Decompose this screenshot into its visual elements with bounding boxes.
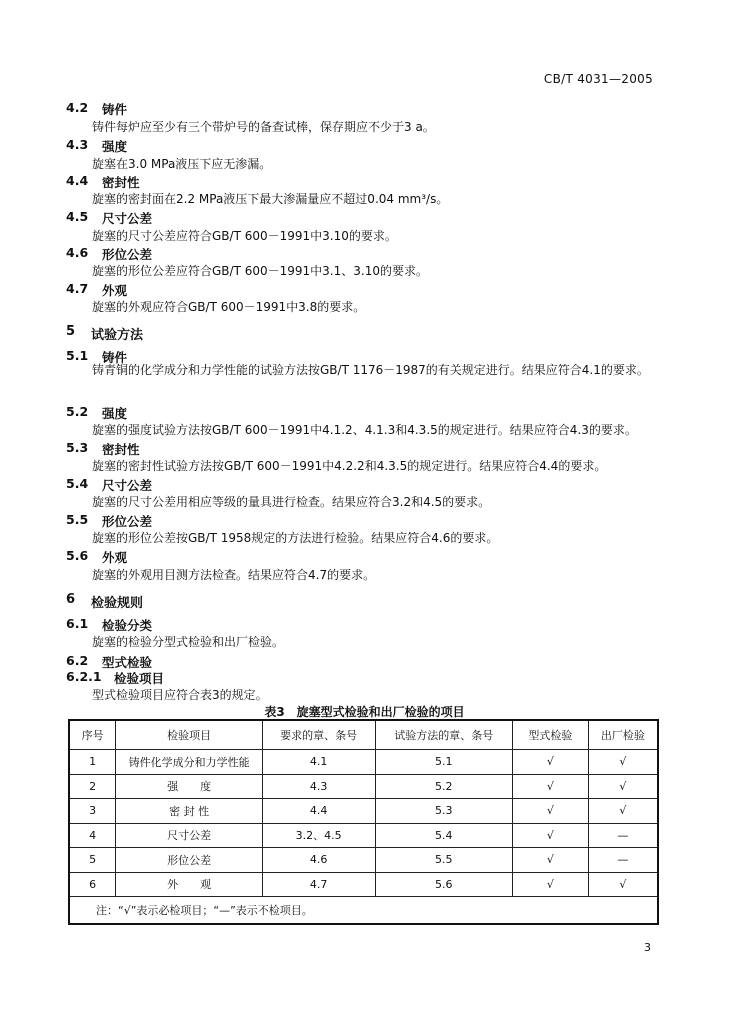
table-cell: 尺寸公差 xyxy=(116,823,263,848)
table-note-row xyxy=(69,897,658,925)
clause-title: 外观 xyxy=(102,550,128,565)
table-cell: 2 xyxy=(69,774,116,799)
clause-number: 6.2 xyxy=(66,653,89,668)
clause-text: 旋塞的密封面在2.2 MPa液压下最大渗漏量应不超过0.04 mm³/s。 xyxy=(92,192,449,206)
table-cell: √ xyxy=(513,750,589,775)
clause-number: 5.3 xyxy=(66,440,89,455)
clause-title: 外观 xyxy=(102,283,128,298)
column-header: 出厂检验 xyxy=(588,720,658,750)
table-cell: — xyxy=(588,848,658,873)
clause-number: 4.5 xyxy=(66,209,89,224)
clause-number: 4.4 xyxy=(66,173,89,188)
chapter-title: 试验方法 xyxy=(91,328,144,343)
clause-text: 旋塞的检验分型式检验和出厂检验。 xyxy=(92,635,285,649)
table-cell: √ xyxy=(588,774,658,799)
table-row xyxy=(69,823,658,848)
clause-text: 旋塞的尺寸公差用相应等级的量具进行检查。结果应符合3.2和4.5的要求。 xyxy=(92,495,491,509)
clause-number: 6.2.1 xyxy=(66,669,102,684)
table-cell: √ xyxy=(513,823,589,848)
clause-number: 5.1 xyxy=(66,348,89,363)
table-cell: 4.3 xyxy=(262,774,375,799)
table-cell: 1 xyxy=(69,750,116,775)
table-cell: 5.5 xyxy=(375,848,513,873)
column-header: 试验方法的章、条号 xyxy=(375,720,513,750)
clause-text: 旋塞的形位公差按GB/T 1958规定的方法进行检验。结果应符合4.6的要求。 xyxy=(92,531,499,545)
clause-text: 旋塞在3.0 MPa液压下应无渗漏。 xyxy=(92,157,272,171)
table-cell: 形位公差 xyxy=(116,848,263,873)
page-number: 3 xyxy=(644,941,651,954)
table-cell: √ xyxy=(588,872,658,897)
table-note: 注：“√”表示必检项目；“—”表示不检项目。 xyxy=(69,897,658,925)
table-cell: 5.1 xyxy=(375,750,513,775)
table-cell: 5.6 xyxy=(375,872,513,897)
table-cell: √ xyxy=(588,750,658,775)
clause-number: 5.4 xyxy=(66,476,89,491)
clause-title: 形位公差 xyxy=(102,247,153,262)
column-header: 序号 xyxy=(69,720,116,750)
table-cell: 4 xyxy=(69,823,116,848)
table-row xyxy=(69,848,658,873)
table-cell: √ xyxy=(513,848,589,873)
clause-number: 6.1 xyxy=(66,616,89,631)
chapter-number: 5 xyxy=(66,324,76,339)
table-cell: 铸件化学成分和力学性能 xyxy=(116,750,263,775)
table-caption: 表3 旋塞型式检验和出厂检验的项目 xyxy=(264,705,465,719)
table-cell: 5.4 xyxy=(375,823,513,848)
table-row xyxy=(69,872,658,897)
clause-number: 5.6 xyxy=(66,548,89,563)
clause-text: 旋塞的外观用目测方法检查。结果应符合4.7的要求。 xyxy=(92,568,376,582)
clause-title: 型式检验 xyxy=(102,655,153,670)
clause-title: 形位公差 xyxy=(102,514,153,529)
table-cell: 4.4 xyxy=(262,799,375,824)
clause-number: 5.2 xyxy=(66,404,89,419)
clause-title: 铸件 xyxy=(102,350,128,365)
table-cell: √ xyxy=(513,799,589,824)
table-cell: 3.2、4.5 xyxy=(262,823,375,848)
column-header: 要求的章、条号 xyxy=(262,720,375,750)
clause-title: 密封性 xyxy=(102,442,140,457)
table-cell: 4.6 xyxy=(262,848,375,873)
clause-number: 4.7 xyxy=(66,281,89,296)
clause-title: 尺寸公差 xyxy=(102,211,153,226)
clause-text: 铸件每炉应至少有三个带炉号的备查试棒，保存期应不少于3 a。 xyxy=(92,120,435,134)
table-row xyxy=(69,799,658,824)
column-header: 检验项目 xyxy=(116,720,263,750)
clause-text: 型式检验项目应符合表3的规定。 xyxy=(92,688,268,702)
chapter-number: 6 xyxy=(66,592,76,607)
table-cell: 5.3 xyxy=(375,799,513,824)
table-cell: √ xyxy=(588,799,658,824)
inspection-table xyxy=(68,719,659,925)
clause-text: 旋塞的强度试验方法按GB/T 600－1991中4.1.2、4.1.3和4.3.5的规定进行。结果应符合4.3的要求。 xyxy=(92,423,637,437)
clause-title: 强度 xyxy=(102,139,128,154)
table-cell: √ xyxy=(513,774,589,799)
clause-title: 密封性 xyxy=(102,175,140,190)
clause-number: 4.3 xyxy=(66,137,89,152)
table-row xyxy=(69,750,658,775)
table-cell: 4.7 xyxy=(262,872,375,897)
chapter-title: 检验规则 xyxy=(91,596,144,611)
clause-title: 检验项目 xyxy=(114,671,165,686)
clause-title: 检验分类 xyxy=(102,618,153,633)
clause-text: 旋塞的尺寸公差应符合GB/T 600－1991中3.10的要求。 xyxy=(92,229,397,243)
table-row xyxy=(69,774,658,799)
clause-title: 强度 xyxy=(102,406,128,421)
table-cell: — xyxy=(588,823,658,848)
clause-text: 旋塞的外观应符合GB/T 600－1991中3.8的要求。 xyxy=(92,300,366,314)
clause-title: 铸件 xyxy=(102,102,128,117)
column-header: 型式检验 xyxy=(513,720,589,750)
standard-number: CB/T 4031—2005 xyxy=(543,72,653,86)
table-cell: 3 xyxy=(69,799,116,824)
table-header-row xyxy=(69,720,658,750)
table-cell: 5.2 xyxy=(375,774,513,799)
clause-text: 旋塞的形位公差应符合GB/T 600－1991中3.1、3.10的要求。 xyxy=(92,264,428,278)
table-cell: √ xyxy=(513,872,589,897)
table-cell: 密 封 性 xyxy=(116,799,263,824)
clause-title: 尺寸公差 xyxy=(102,478,153,493)
clause-number: 4.2 xyxy=(66,100,89,115)
table-cell: 外 观 xyxy=(116,872,263,897)
clause-number: 4.6 xyxy=(66,245,89,260)
table-cell: 6 xyxy=(69,872,116,897)
table-cell: 强 度 xyxy=(116,774,263,799)
clause-text: 铸青铜的化学成分和力学性能的试验方法按GB/T 1176－1987的有关规定进行。结果应符合4.1的要求。 xyxy=(92,363,649,377)
clause-text: 旋塞的密封性试验方法按GB/T 600－1991中4.2.2和4.3.5的规定进行。结果应符合4.4的要求。 xyxy=(92,459,607,473)
table-cell: 4.1 xyxy=(262,750,375,775)
table-cell: 5 xyxy=(69,848,116,873)
clause-number: 5.5 xyxy=(66,512,89,527)
